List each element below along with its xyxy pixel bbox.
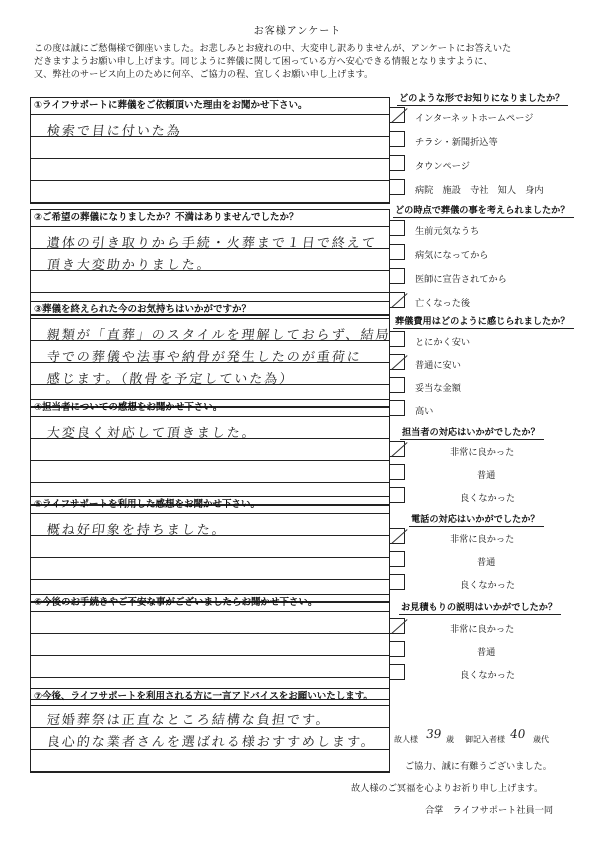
option-label: 高い [415,406,434,417]
option-label: 亡くなった後 [415,298,471,309]
option-label: 非常に良かった [450,624,515,635]
deceased-age-unit: 歳 [446,735,454,744]
option-label: 普通に安い [415,360,461,371]
question-5-answer: 概ね好印象を持ちました。 [46,523,228,538]
question-2-answer-line: 遺体の引き取りから手続・火葬まで１日で終えて [46,236,378,251]
question-7-label: ⑦今後、ライフサポートを利用される方に一言アドバイスをお願いいたします。 [31,689,389,706]
question-5-label: ⑤ライフサポートを利用した感想をお聞かせ下さい。 [31,497,389,514]
checkbox-townpage[interactable] [389,155,405,171]
intro-line: だきますようお願い申し上げます。同じように葬儀に関して困っている方へ安心できる情報となりますように、 [34,56,493,68]
question-4-label: ④担当者についての感想をお聞かせ下さい。 [31,400,389,417]
option-label: 普通 [477,470,496,481]
option-label: 病気になってから [415,250,489,261]
question-3-answer-line: 感じます。（散骨を予定していた為） [46,372,296,387]
checkbox-phone-very-good[interactable] [389,528,405,544]
question-6-label: ⑥今後のお手続きやご不安な事がございましたらお聞かせ下さい。 [31,595,389,612]
checkbox-reasonable[interactable] [389,377,405,393]
option-label: 良くなかった [460,493,516,504]
checkbox-very-cheap[interactable] [389,331,405,347]
question-7-box [30,688,390,773]
side-question-6-title: お見積もりの説明はいかがでしたか？ [401,599,557,613]
closing-signature: 合掌 ライフサポート社員一同 [425,805,554,816]
deceased-age-label: 故人様 [394,735,418,744]
page-title: お客様アンケート [253,26,342,37]
deceased-age-value: 39 [425,727,443,741]
checkbox-referral[interactable] [389,179,405,195]
option-label: 非常に良かった [450,534,515,545]
checkbox-estimate-normal[interactable] [389,641,405,657]
option-label: とにかく安い [415,337,471,348]
option-label: 生前元気なうち [415,226,480,237]
checkbox-internet[interactable] [389,107,405,123]
question-1-answer: 検索で目に付いた為 [46,124,183,139]
question-2-label: ②ご希望の葬儀になりましたか？不満はありませんでしたか？ [31,210,389,227]
checkbox-flyer[interactable] [389,131,405,147]
option-label: 良くなかった [460,580,516,591]
option-label: チラシ・新聞折込等 [415,137,498,148]
option-label: 非常に良かった [450,447,515,458]
checkbox-fairly-cheap[interactable] [389,354,405,370]
writer-age-label: 御記入者様 [465,735,505,744]
writer-age-value: 40 [509,727,527,741]
closing-condolence: 故人様のご冥福を心よりお祈り申し上げます。 [351,783,544,794]
question-7-answer-line: 冠婚葬祭は正直なところ結構な負担です。 [46,713,332,728]
question-7-answer-line: 良心的な業者さんを選ばれる様おすすめします。 [46,735,377,750]
side-question-1-title: どのような形でお知りになりましたか？ [399,90,564,104]
option-label: タウンページ [415,161,470,172]
question-6-box [30,594,390,700]
checkbox-estimate-not-good[interactable] [389,664,405,680]
question-2-box [30,209,390,316]
checkbox-estimate-very-good[interactable] [389,618,405,634]
option-label: 良くなかった [460,670,516,681]
checkbox-after-illness[interactable] [389,244,405,260]
intro-line: 又、弊社のサービス向上のために何卒、ご協力の程、宜しくお願い申し上げます。 [34,69,374,81]
question-3-answer-line: 寺での葬儀や法事や納骨が発生したのが重荷に [46,350,363,365]
question-5-box [30,496,390,603]
checkbox-staff-very-good[interactable] [389,441,405,457]
option-label: 病院 施設 寺社 知人 身内 [415,185,544,196]
checkbox-expensive[interactable] [389,400,405,416]
option-label: 普通 [477,647,496,658]
checkbox-staff-normal[interactable] [389,464,405,480]
option-label: 医師に宣告されてから [415,274,507,285]
question-3-answer-line: 親類が「直葬」のスタイルを理解しておらず、結局 [46,328,392,343]
checkbox-after-death[interactable] [389,292,405,308]
question-1-label: ①ライフサポートに葬儀をご依頼頂いた理由をお聞かせ下さい。 [31,98,389,115]
question-3-box [30,301,390,408]
intro-text [34,42,574,82]
question-2-answer-line: 頂き大変助かりました。 [46,258,213,273]
question-4-box [30,399,390,506]
checkbox-phone-not-good[interactable] [389,574,405,590]
side-question-3-title: 葬儀費用はどのように感じられましたか？ [395,313,570,327]
side-question-4-title: 担当者の対応はいかがでしたか？ [402,424,540,438]
side-question-5-title: 電話の対応はいかがでしたか？ [411,511,540,525]
checkbox-while-healthy[interactable] [389,220,405,236]
option-label: 普通 [477,557,496,568]
intro-line: この度は誠にご愁傷様で御座いました。お悲しみとお疲れの中、大変申し訳ありませんが、アンケートにお答えいた [34,43,512,54]
closing-thanks: ご協力、誠に有難うございました。 [405,761,552,772]
question-1-box [30,97,390,204]
checkbox-after-diagnosis[interactable] [389,268,405,284]
question-3-label: ③葬儀を終えられた今のお気持ちはいかがですか？ [31,302,389,319]
option-label: 妥当な金額 [415,383,461,394]
question-4-answer: 大変良く対応して頂きました。 [46,426,258,441]
checkbox-staff-not-good[interactable] [389,487,405,503]
checkbox-phone-normal[interactable] [389,551,405,567]
option-label: インターネットホームページ [415,113,534,124]
side-question-2-title: どの時点で葬儀の事を考えられましたか？ [395,202,570,216]
writer-age-unit: 歳代 [533,735,549,744]
